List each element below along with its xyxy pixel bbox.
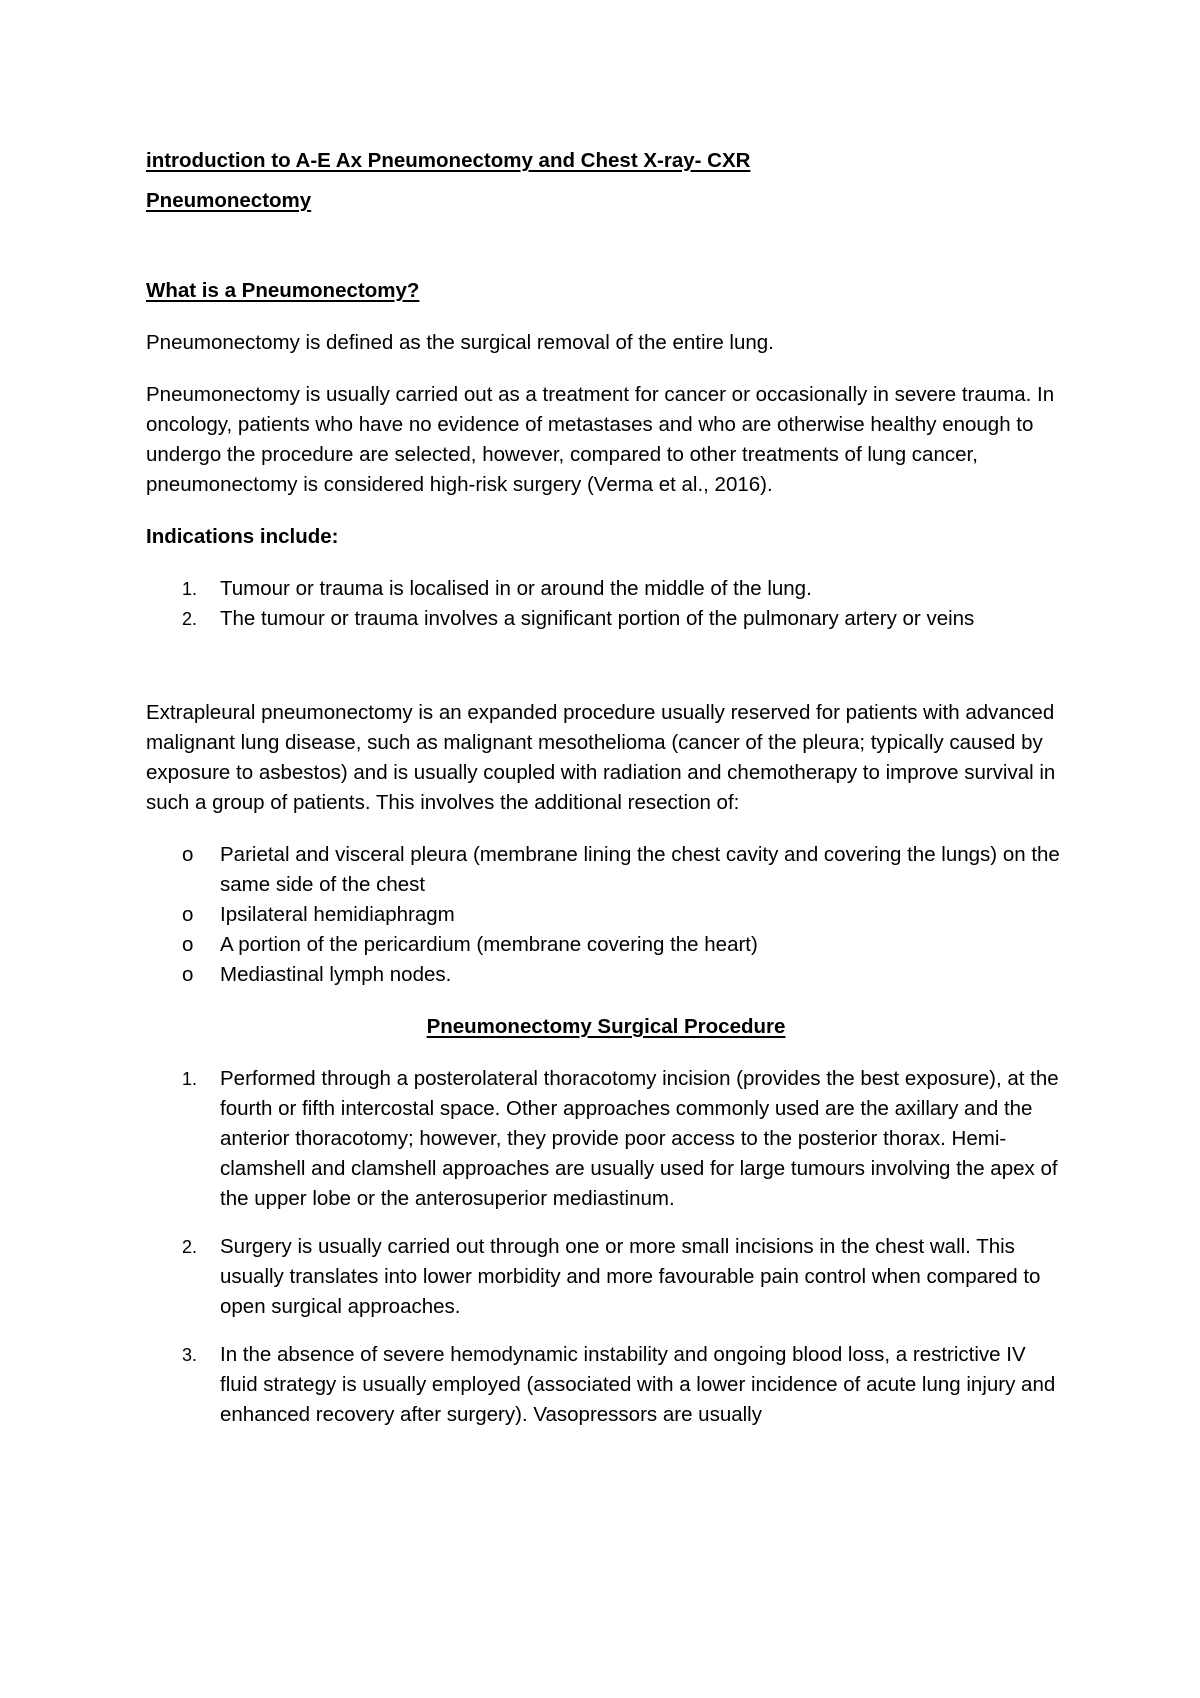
list-item [146, 960, 1066, 990]
bullet-marker: o [182, 903, 194, 926]
list-item-text: Surgery is usually carried out through one or more small incisions in the chest wall. This usually translates into lower morbidity and more favourable pain control when compared to open surgical approaches. [220, 1235, 1041, 1318]
list-item-text: Parietal and visceral pleura (membrane lining the chest cavity and covering the lungs) on the same side of the chest [220, 843, 1060, 896]
bullet-marker: o [182, 933, 194, 956]
document-body [146, 146, 1066, 1448]
document-title: introduction to A-E Ax Pneumonectomy and Chest X-ray- CXR [146, 149, 751, 172]
list-marker: 1. [182, 1069, 198, 1089]
section-heading-pneumonectomy: Pneumonectomy [146, 189, 312, 212]
list-marker: 1. [182, 579, 198, 599]
list-item-text: A portion of the pericardium (membrane covering the heart) [220, 933, 758, 956]
resection-list [146, 840, 1066, 990]
bullet-marker: o [182, 843, 194, 866]
list-item [146, 1340, 1066, 1430]
list-marker: 2. [182, 1237, 198, 1257]
question-heading: What is a Pneumonectomy? [146, 279, 420, 302]
extrapleural-paragraph: Extrapleural pneumonectomy is an expanded procedure usually reserved for patients with advanced malignant lung disease, such as malignant mesothelioma (cancer of the pleura; typically caused by exposure to asbestos) and is usually coupled with radiation and chemotherapy to improve survival in such a group of patients. This involves the additional resection of: [146, 701, 1056, 814]
procedure-heading: Pneumonectomy Surgical Procedure [426, 1015, 786, 1038]
list-item [146, 840, 1066, 900]
list-item-text: Tumour or trauma is localised in or around the middle of the lung. [220, 577, 812, 600]
list-item [146, 574, 1066, 604]
indications-heading: Indications include: [146, 525, 339, 548]
list-item [146, 930, 1066, 960]
list-item [146, 1064, 1066, 1214]
list-item-text: Mediastinal lymph nodes. [220, 963, 452, 986]
list-item [146, 1232, 1066, 1322]
list-item-text: Ipsilateral hemidiaphragm [220, 903, 455, 926]
list-item-text: The tumour or trauma involves a significant portion of the pulmonary artery or veins [220, 607, 975, 630]
list-item [146, 604, 1066, 634]
list-item [146, 900, 1066, 930]
list-marker: 2. [182, 609, 198, 629]
overview-paragraph: Pneumonectomy is usually carried out as a treatment for cancer or occasionally in severe trauma. In oncology, patients who have no evidence of metastases and who are otherwise healthy enough to undergo the procedure are selected, however, compared to other treatments of lung cancer, pneumonectomy is considered high-risk surgery (Verma et al., 2016). [146, 383, 1055, 496]
list-item-text: In the absence of severe hemodynamic instability and ongoing blood loss, a restrictive IV fluid strategy is usually employed (associated with a lower incidence of acute lung injury and enhanced recovery after surgery). Vasopressors are usually [220, 1343, 1056, 1426]
list-marker: 3. [182, 1345, 198, 1365]
definition-paragraph: Pneumonectomy is defined as the surgical removal of the entire lung. [146, 331, 774, 354]
bullet-marker: o [182, 963, 194, 986]
indications-list [146, 574, 1066, 634]
procedure-steps-list [146, 1064, 1066, 1430]
list-item-text: Performed through a posterolateral thoracotomy incision (provides the best exposure), at the fourth or fifth intercostal space. Other approaches commonly used are the axillary and the anterior thoracotomy; however, they provide poor access to the posterior thorax. Hemi-clamshell and clamshell approaches are usually used for large tumours involving the apex of the upper lobe or the anterosuperior mediastinum. [220, 1067, 1059, 1210]
